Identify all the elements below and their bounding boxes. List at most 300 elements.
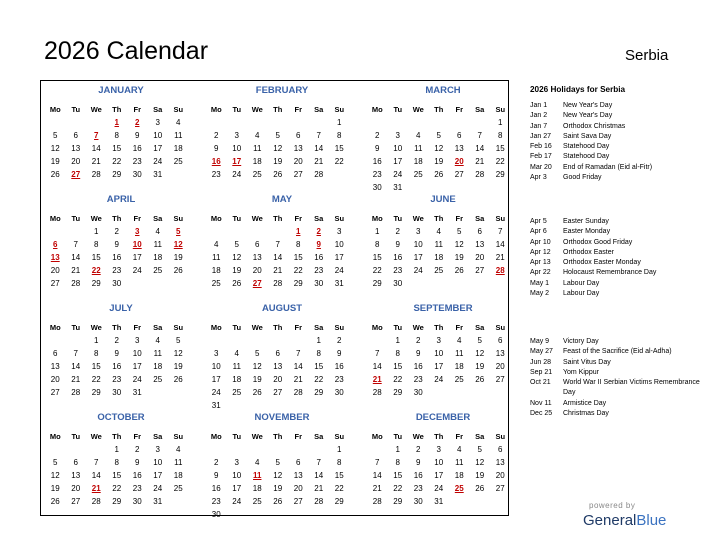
- month-name: NOVEMBER: [254, 412, 310, 423]
- day-cell: 22: [293, 266, 303, 275]
- weekday-header: Fr: [294, 214, 302, 223]
- empty-cell: [288, 116, 309, 129]
- holiday-name: World War II Serbian Victims Remembrance Day: [563, 379, 700, 397]
- day-cell: 28: [314, 497, 324, 506]
- day-cell: 1: [375, 227, 380, 236]
- day-cell: 15: [372, 253, 382, 262]
- weekday-header: Su: [334, 432, 345, 441]
- day-cell: 4: [255, 458, 260, 467]
- day-cell: 6: [296, 131, 301, 140]
- day-cell: 13: [71, 144, 81, 153]
- day-cell: 8: [337, 458, 342, 467]
- day-cell: 11: [414, 144, 423, 153]
- holiday-name: Easter Monday: [563, 228, 611, 236]
- day-cell: 5: [275, 131, 280, 140]
- day-cell: 8: [316, 349, 321, 358]
- day-cell: 2: [337, 336, 342, 345]
- day-cell: 10: [232, 144, 242, 153]
- empty-cell: [247, 116, 268, 129]
- weekday-header: Mo: [210, 105, 222, 114]
- day-cell: 27: [495, 484, 505, 493]
- day-cell: 9: [114, 240, 119, 249]
- day-cell: 19: [50, 157, 60, 166]
- holiday-row: [530, 289, 700, 299]
- day-cell: 18: [434, 253, 444, 262]
- weekday-header: Fr: [294, 105, 302, 114]
- empty-cell: [206, 334, 227, 347]
- day-cell: 11: [153, 349, 162, 358]
- day-cell: 4: [436, 227, 441, 236]
- day-cell: 12: [50, 144, 60, 153]
- holiday-name: New Year's Day: [563, 102, 613, 109]
- weekday-header: Tu: [393, 214, 403, 223]
- day-cell: 6: [498, 445, 503, 454]
- weekday-header: Fr: [294, 432, 302, 441]
- day-cell: 18: [252, 157, 262, 166]
- empty-cell: [268, 225, 289, 238]
- weekday-header: Su: [495, 214, 506, 223]
- holiday-day: 20: [454, 157, 464, 166]
- weekday-header: Su: [334, 323, 345, 332]
- day-cell: 25: [153, 266, 163, 275]
- day-cell: 14: [372, 362, 382, 371]
- holiday-name: Saint Sava Day: [563, 132, 612, 140]
- empty-cell: [268, 334, 289, 347]
- day-cell: 15: [393, 362, 403, 371]
- holiday-date: Sep 21: [530, 368, 553, 376]
- holiday-name: New Year's Day: [563, 112, 613, 120]
- empty-cell: [45, 225, 66, 238]
- day-cell: 26: [252, 388, 262, 397]
- day-cell: 16: [132, 144, 142, 153]
- holiday-name: Holocaust Remembrance Day: [563, 269, 657, 277]
- day-cell: 8: [395, 349, 400, 358]
- weekday-header: Mo: [49, 214, 61, 223]
- empty-cell: [247, 443, 268, 456]
- day-cell: 2: [416, 336, 421, 345]
- holiday-date: May 9: [530, 338, 550, 345]
- weekday-header: We: [412, 105, 424, 114]
- day-cell: 3: [155, 445, 160, 454]
- holiday-row: [530, 173, 700, 183]
- holiday-day: 12: [173, 240, 183, 249]
- day-cell: 6: [477, 227, 482, 236]
- day-cell: 10: [434, 458, 444, 467]
- day-cell: 4: [457, 445, 462, 454]
- empty-cell: [429, 116, 450, 129]
- day-cell: 18: [454, 362, 464, 371]
- day-cell: 11: [232, 362, 241, 371]
- day-cell: 2: [114, 227, 119, 236]
- day-cell: 15: [112, 471, 122, 480]
- day-cell: 10: [153, 458, 163, 467]
- weekday-header: Sa: [153, 214, 163, 223]
- empty-cell: [206, 116, 227, 129]
- holiday-row: [530, 122, 700, 132]
- day-cell: 28: [293, 388, 303, 397]
- day-cell: 15: [112, 144, 122, 153]
- day-cell: 17: [132, 362, 142, 371]
- empty-cell: [45, 443, 66, 456]
- day-cell: 21: [71, 266, 81, 275]
- day-cell: 22: [393, 484, 403, 493]
- day-cell: 23: [413, 375, 423, 384]
- day-cell: 20: [50, 266, 60, 275]
- day-cell: 18: [173, 144, 183, 153]
- day-cell: 26: [50, 497, 60, 506]
- weekday-header: Su: [495, 432, 506, 441]
- weekday-header: We: [90, 323, 102, 332]
- day-cell: 10: [334, 240, 344, 249]
- day-cell: 12: [454, 240, 464, 249]
- day-cell: 21: [273, 266, 283, 275]
- day-cell: 12: [434, 144, 444, 153]
- holiday-row: [530, 258, 700, 268]
- day-cell: 5: [53, 131, 58, 140]
- holiday-day: 2: [135, 118, 140, 127]
- weekday-header: Th: [273, 323, 283, 332]
- day-cell: 25: [413, 170, 423, 179]
- holiday-row: [530, 337, 700, 347]
- holiday-date: Nov 11: [530, 399, 552, 407]
- weekday-header: Fr: [133, 323, 141, 332]
- holiday-name: Orthodox Easter: [563, 248, 614, 256]
- day-cell: 19: [273, 157, 283, 166]
- day-cell: 21: [495, 253, 505, 262]
- day-cell: 9: [416, 458, 421, 467]
- day-cell: 24: [232, 170, 242, 179]
- holiday-row: [530, 347, 700, 357]
- day-cell: 18: [153, 253, 163, 262]
- day-cell: 16: [334, 362, 344, 371]
- day-cell: 15: [91, 362, 101, 371]
- day-cell: 4: [457, 336, 462, 345]
- day-cell: 1: [395, 445, 400, 454]
- day-cell: 2: [214, 131, 219, 140]
- day-cell: 16: [132, 471, 142, 480]
- day-cell: 29: [372, 279, 382, 288]
- day-cell: 14: [314, 471, 324, 480]
- holiday-date: Apr 5: [530, 218, 547, 225]
- empty-cell: [408, 116, 429, 129]
- holiday-row: [530, 279, 700, 289]
- day-cell: 22: [112, 157, 122, 166]
- day-cell: 7: [375, 349, 380, 358]
- day-cell: 12: [475, 458, 485, 467]
- day-cell: 20: [71, 484, 81, 493]
- day-cell: 2: [135, 445, 140, 454]
- weekday-header: Mo: [210, 323, 222, 332]
- day-cell: 25: [232, 388, 242, 397]
- holiday-date: Oct 21: [530, 379, 551, 387]
- brand-general: General: [583, 512, 637, 529]
- day-cell: 13: [495, 349, 505, 358]
- day-cell: 31: [153, 170, 163, 179]
- day-cell: 7: [316, 458, 321, 467]
- day-cell: 14: [495, 240, 505, 249]
- day-cell: 12: [252, 362, 262, 371]
- holiday-day: 1: [296, 227, 301, 236]
- holiday-day: 28: [495, 266, 505, 275]
- holiday-day: 27: [252, 279, 262, 288]
- day-cell: 10: [211, 362, 221, 371]
- empty-cell: [367, 116, 388, 129]
- month-name: DECEMBER: [415, 412, 471, 423]
- day-cell: 12: [232, 253, 242, 262]
- weekday-header: Tu: [232, 432, 242, 441]
- weekday-header: Tu: [71, 432, 81, 441]
- weekday-header: Tu: [71, 323, 81, 332]
- holiday-day: 7: [94, 131, 99, 140]
- day-cell: 30: [334, 388, 344, 397]
- holiday-date: Jan 27: [530, 132, 552, 140]
- day-cell: 26: [273, 170, 283, 179]
- weekday-header: Mo: [49, 323, 61, 332]
- day-cell: 31: [211, 401, 221, 410]
- weekday-header: Tu: [232, 214, 242, 223]
- holiday-name: Saint Vitus Day: [563, 358, 611, 366]
- weekday-header: Tu: [393, 105, 403, 114]
- holiday-name: Labour Day: [563, 290, 600, 298]
- day-cell: 19: [475, 471, 485, 480]
- holiday-date: May 2: [530, 290, 550, 298]
- day-cell: 19: [252, 375, 262, 384]
- weekday-header: Mo: [210, 432, 222, 441]
- day-cell: 4: [176, 445, 181, 454]
- weekday-header: Su: [334, 214, 345, 223]
- holiday-date: Apr 6: [530, 228, 547, 236]
- holiday-row: [530, 378, 700, 399]
- day-cell: 22: [495, 157, 505, 166]
- day-cell: 1: [337, 118, 342, 127]
- day-cell: 1: [94, 336, 99, 345]
- day-cell: 8: [296, 240, 301, 249]
- day-cell: 21: [314, 157, 324, 166]
- day-cell: 7: [275, 240, 280, 249]
- weekday-header: Sa: [314, 432, 324, 441]
- day-cell: 15: [91, 253, 101, 262]
- empty-cell: [268, 443, 289, 456]
- holiday-row: [530, 368, 700, 378]
- weekday-header: Mo: [371, 214, 383, 223]
- day-cell: 26: [173, 266, 183, 275]
- holiday-row: [530, 217, 700, 227]
- day-cell: 16: [112, 362, 122, 371]
- empty-cell: [309, 443, 330, 456]
- holiday-day: 22: [91, 266, 101, 275]
- day-cell: 24: [393, 170, 403, 179]
- holiday-row: [530, 227, 700, 237]
- day-cell: 22: [314, 375, 324, 384]
- day-cell: 27: [50, 388, 60, 397]
- holiday-row: [530, 152, 700, 162]
- day-cell: 29: [314, 388, 324, 397]
- day-cell: 5: [436, 131, 441, 140]
- month-name: MARCH: [425, 85, 461, 96]
- day-cell: 19: [434, 157, 444, 166]
- month-name: JUNE: [430, 194, 456, 205]
- empty-cell: [66, 443, 87, 456]
- day-cell: 17: [153, 471, 163, 480]
- day-cell: 30: [112, 388, 122, 397]
- day-cell: 2: [395, 227, 400, 236]
- day-cell: 1: [498, 118, 503, 127]
- holiday-list-title: 2026 Holidays for Serbia: [530, 85, 626, 94]
- day-cell: 25: [434, 266, 444, 275]
- month-name: FEBRUARY: [255, 85, 309, 96]
- day-cell: 4: [255, 131, 260, 140]
- day-cell: 18: [454, 471, 464, 480]
- holiday-date: Jan 2: [530, 112, 548, 120]
- day-cell: 23: [334, 375, 344, 384]
- day-cell: 23: [132, 484, 142, 493]
- day-cell: 22: [334, 484, 344, 493]
- day-cell: 2: [375, 131, 380, 140]
- day-cell: 4: [155, 336, 160, 345]
- month-days-grid: [367, 103, 519, 194]
- day-cell: 20: [475, 253, 485, 262]
- day-cell: 5: [477, 336, 482, 345]
- day-cell: 8: [395, 458, 400, 467]
- day-cell: 17: [153, 144, 163, 153]
- holiday-name: Labour Day: [563, 279, 600, 287]
- day-cell: 19: [173, 253, 183, 262]
- holiday-day: 13: [50, 253, 60, 262]
- holiday-date: Dec 25: [530, 410, 553, 418]
- month-days-grid: [367, 430, 519, 508]
- month-days-grid: [206, 212, 358, 290]
- day-cell: 12: [273, 471, 283, 480]
- day-cell: 10: [434, 349, 444, 358]
- empty-cell: [367, 334, 388, 347]
- day-cell: 15: [495, 144, 505, 153]
- day-cell: 28: [372, 388, 382, 397]
- day-cell: 12: [273, 144, 283, 153]
- day-cell: 30: [211, 510, 221, 519]
- weekday-header: Th: [434, 323, 444, 332]
- day-cell: 29: [112, 497, 122, 506]
- day-cell: 26: [434, 170, 444, 179]
- day-cell: 2: [416, 445, 421, 454]
- day-cell: 13: [475, 240, 485, 249]
- holiday-date: Apr 13: [530, 259, 551, 267]
- day-cell: 13: [293, 471, 303, 480]
- empty-cell: [227, 225, 248, 238]
- day-cell: 24: [413, 266, 423, 275]
- weekday-header: Mo: [49, 105, 61, 114]
- day-cell: 12: [173, 349, 183, 358]
- holiday-day: 25: [454, 484, 464, 493]
- day-cell: 3: [337, 227, 342, 236]
- weekday-header: We: [251, 323, 263, 332]
- day-cell: 5: [275, 458, 280, 467]
- weekday-header: Th: [112, 105, 122, 114]
- weekday-header: Sa: [475, 323, 485, 332]
- day-cell: 18: [173, 471, 183, 480]
- empty-cell: [45, 334, 66, 347]
- day-cell: 3: [214, 349, 219, 358]
- day-cell: 6: [296, 458, 301, 467]
- day-cell: 18: [153, 362, 163, 371]
- weekday-header: Mo: [371, 105, 383, 114]
- month-name: MAY: [271, 194, 293, 205]
- day-cell: 5: [234, 240, 239, 249]
- day-cell: 6: [275, 349, 280, 358]
- day-cell: 22: [393, 375, 403, 384]
- holiday-day: 1: [114, 118, 119, 127]
- day-cell: 16: [314, 253, 324, 262]
- weekday-header: Su: [173, 323, 184, 332]
- day-cell: 11: [174, 131, 183, 140]
- holiday-name: Orthodox Good Friday: [563, 238, 633, 246]
- day-cell: 3: [135, 336, 140, 345]
- empty-cell: [268, 116, 289, 129]
- day-cell: 2: [114, 336, 119, 345]
- day-cell: 9: [214, 144, 219, 153]
- weekday-header: Su: [173, 432, 184, 441]
- day-cell: 6: [73, 458, 78, 467]
- holiday-date: Apr 10: [530, 238, 551, 246]
- generalblue-logo: [583, 512, 666, 529]
- weekday-header: Fr: [455, 432, 463, 441]
- month-days-grid: [206, 430, 358, 521]
- weekday-header: Su: [495, 323, 506, 332]
- month-name: APRIL: [106, 194, 136, 205]
- day-cell: 17: [211, 375, 221, 384]
- holiday-day: 17: [232, 157, 242, 166]
- holiday-date: Apr 22: [530, 269, 551, 277]
- day-cell: 13: [495, 458, 505, 467]
- day-cell: 29: [495, 170, 505, 179]
- day-cell: 23: [112, 375, 122, 384]
- day-cell: 21: [293, 375, 303, 384]
- day-cell: 11: [253, 144, 262, 153]
- day-cell: 24: [132, 266, 142, 275]
- holiday-day: 5: [176, 227, 181, 236]
- day-cell: 7: [477, 131, 482, 140]
- day-cell: 9: [395, 240, 400, 249]
- holiday-name: Christmas Day: [563, 410, 609, 418]
- day-cell: 14: [71, 362, 81, 371]
- weekday-header: Mo: [210, 214, 222, 223]
- weekday-header: Fr: [455, 105, 463, 114]
- holiday-day: 16: [211, 157, 221, 166]
- day-cell: 15: [314, 362, 324, 371]
- weekday-header: Th: [273, 214, 283, 223]
- weekday-header: Fr: [455, 214, 463, 223]
- day-cell: 19: [173, 362, 183, 371]
- day-cell: 23: [132, 157, 142, 166]
- day-cell: 8: [375, 240, 380, 249]
- day-cell: 4: [176, 118, 181, 127]
- holiday-name: Orthodox Easter Monday: [563, 259, 641, 267]
- day-cell: 29: [112, 170, 122, 179]
- day-cell: 23: [314, 266, 324, 275]
- day-cell: 22: [91, 375, 101, 384]
- day-cell: 30: [112, 279, 122, 288]
- weekday-header: Tu: [232, 105, 242, 114]
- holiday-day: 2: [316, 227, 321, 236]
- day-cell: 16: [211, 484, 221, 493]
- holiday-date: Feb 16: [530, 143, 552, 151]
- day-cell: 6: [457, 131, 462, 140]
- weekday-header: Fr: [455, 323, 463, 332]
- weekday-header: Sa: [314, 214, 324, 223]
- day-cell: 23: [211, 497, 221, 506]
- day-cell: 16: [372, 157, 382, 166]
- day-cell: 14: [293, 362, 303, 371]
- day-cell: 20: [71, 157, 81, 166]
